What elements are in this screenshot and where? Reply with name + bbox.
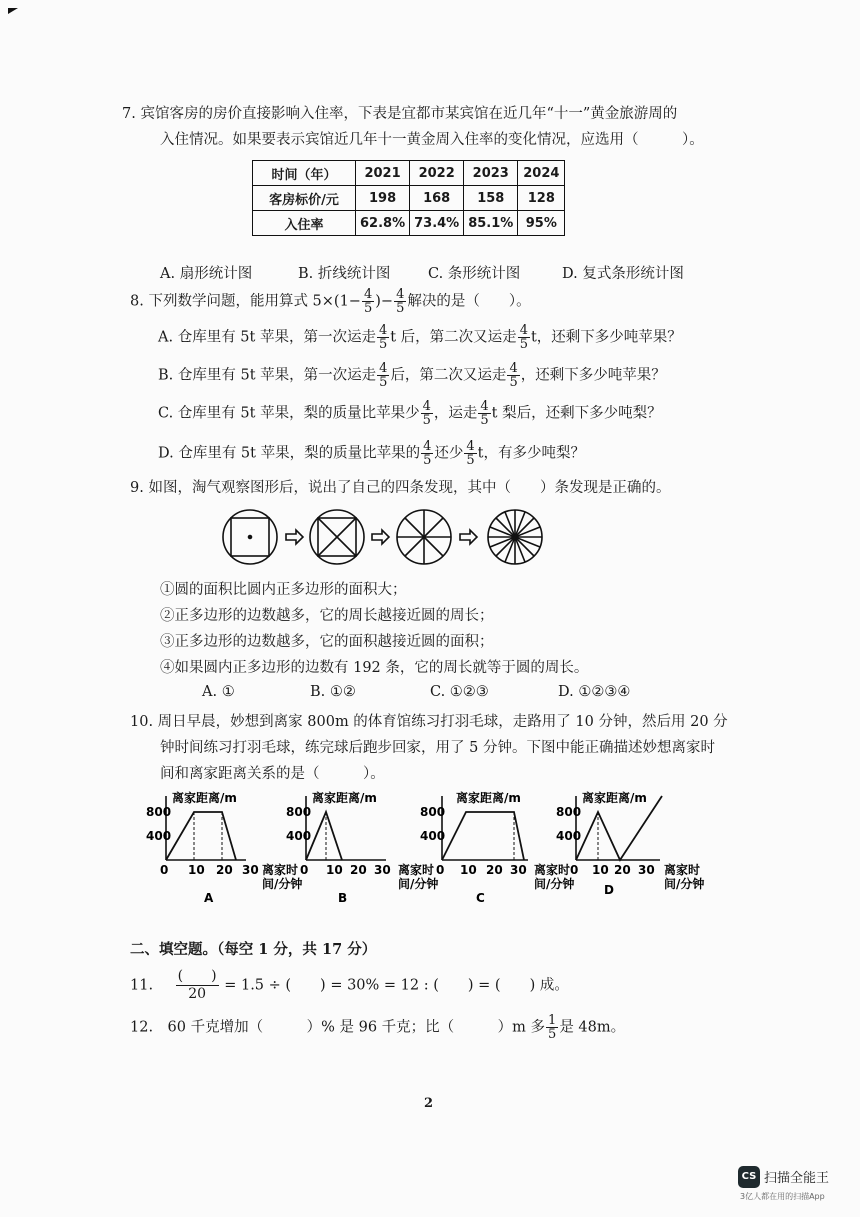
graph-a <box>146 790 309 910</box>
table-cell: 62.8% <box>356 211 410 236</box>
q7-line2: 入住情况。如果要表示宾馆近几年十一黄金周入住率的变化情况，应选用（ ）。 <box>160 132 704 148</box>
xtick-20: 20 <box>216 863 233 877</box>
table-cell: 158 <box>464 186 518 211</box>
table-cell: 85.1% <box>464 211 518 236</box>
xtick-30: 30 <box>374 863 391 877</box>
q8-stem <box>130 288 531 315</box>
table-row <box>253 186 565 211</box>
text: t 梨后，还剩下多少吨梨？ <box>491 405 662 422</box>
graph-label-b: B <box>338 891 348 905</box>
table-cell: 2021 <box>356 161 410 186</box>
frac-numerator: 1 <box>548 1013 557 1028</box>
cs-logo: CS <box>738 1166 760 1188</box>
arrow-right-icon <box>372 530 389 544</box>
q8-stem-b: )− <box>375 293 394 310</box>
x-axis-label-2: 间/分钟 <box>534 877 575 891</box>
q12 <box>130 1014 625 1041</box>
xtick-10: 10 <box>460 863 477 877</box>
q9-statement-4: ④如果圆内正多边形的边数有 192 条，它的周长就等于圆的周长。 <box>160 660 589 676</box>
q7-option-d: D. 复式条形统计图 <box>562 266 684 282</box>
frac-denominator: 5 <box>466 453 475 468</box>
frac-numerator: 4 <box>466 439 475 454</box>
arrow-right-icon <box>286 530 303 544</box>
q8-stem-c: 解决的是（ ）。 <box>407 293 531 310</box>
q8-option-c <box>158 400 662 427</box>
xtick-0: 0 <box>436 863 445 877</box>
table-cell: 2024 <box>518 161 565 186</box>
q12-b: 是 48m。 <box>559 1019 626 1036</box>
y-axis-label: 离家距离/m <box>312 791 377 805</box>
graph-b-line <box>306 812 342 860</box>
frac-numerator: 4 <box>480 399 489 414</box>
frac-denominator: 5 <box>423 453 432 468</box>
frac-numerator: 4 <box>363 287 373 302</box>
xtick-30: 30 <box>638 863 655 877</box>
table-header-row <box>253 161 565 186</box>
table-cell: 客房标价/元 <box>253 186 356 211</box>
y-axis-label: 离家距离/m <box>172 791 237 805</box>
xtick-10: 10 <box>188 863 205 877</box>
scanner-watermark <box>738 1166 850 1206</box>
corner-mark <box>8 8 18 14</box>
table-cell: 95% <box>518 211 565 236</box>
graph-label-d: D <box>604 883 614 897</box>
q7-option-c: C. 条形统计图 <box>428 266 521 282</box>
q9-statement-3: ③正多边形的边数越多，它的面积越接近圆的面积； <box>160 634 494 650</box>
q8-option-b <box>158 362 666 389</box>
q7-option-b: B. 折线统计图 <box>298 266 391 282</box>
q9-option-d: D. ①②③④ <box>558 684 631 700</box>
frac-numerator: 4 <box>378 323 388 338</box>
text: t，有多少吨梨？ <box>477 445 585 462</box>
frac-denominator: 5 <box>378 337 388 352</box>
ytick-800: 800 <box>556 805 582 819</box>
fraction <box>546 1014 558 1041</box>
frac-numerator: 4 <box>379 361 388 376</box>
graph-d-line <box>576 796 662 860</box>
x-axis-label: 离家时 <box>534 863 571 877</box>
fraction <box>421 440 433 467</box>
q8-option-a <box>158 324 682 351</box>
q11 <box>130 968 569 1003</box>
x-axis-label: 离家时 <box>664 863 701 877</box>
x-axis-label-2: 间/分钟 <box>262 877 303 891</box>
frac-denominator: 5 <box>548 1027 557 1042</box>
q10-line2: 钟时间练习打羽毛球，练完球后跑步回家，用了 5 分钟。下图中能正确描述妙想离家时 <box>160 740 715 756</box>
xtick-10: 10 <box>592 863 609 877</box>
circle-octagon-shape <box>310 510 364 564</box>
graph-label-c: C <box>476 891 485 905</box>
frac-denominator: 5 <box>519 337 528 352</box>
table-cell: 73.4% <box>410 211 464 236</box>
fraction <box>377 362 389 389</box>
watermark-brand: 扫描全能王 <box>764 1171 830 1186</box>
frac-numerator: ( ) <box>177 968 217 984</box>
arrow-right-icon <box>460 530 477 544</box>
q9-shapes-figure <box>220 504 560 570</box>
table-cell: 2023 <box>464 161 518 186</box>
q12-a: 12. 60 千克增加（ ）% 是 96 千克；比（ ）m 多 <box>130 1019 546 1036</box>
fraction <box>176 968 219 1003</box>
table-cell: 198 <box>356 186 410 211</box>
frac-denominator: 5 <box>379 375 388 390</box>
q7-line1: 7. 宾馆客房的房价直接影响入住率，下表是宜都市某宾馆在近几年“十一”黄金旅游周的 <box>122 106 678 122</box>
text: 后，第二次又运走 <box>390 367 507 384</box>
fraction <box>362 288 374 315</box>
q7-option-a: A. 扇形统计图 <box>160 266 253 282</box>
fraction <box>518 324 530 351</box>
q9-statement-1: ①圆的面积比圆内正多边形的面积大； <box>160 582 407 598</box>
text: ，运走 <box>433 405 478 422</box>
table-cell: 2022 <box>410 161 464 186</box>
frac-numerator: 4 <box>509 361 518 376</box>
table-cell: 时间（年） <box>253 161 356 186</box>
graph-c-axes <box>442 796 528 860</box>
graph-c-line <box>442 812 524 860</box>
frac-denominator: 5 <box>422 413 431 428</box>
text: t 后，第二次又运走 <box>390 329 517 346</box>
frac-numerator: 4 <box>423 439 432 454</box>
text: C. 仓库里有 5t 苹果，梨的质量比苹果少 <box>158 405 420 422</box>
xtick-0: 0 <box>160 863 169 877</box>
graph-d-svg <box>556 790 716 910</box>
circle-8-sectors-shape <box>397 510 451 564</box>
graph-a-line <box>166 812 236 860</box>
xtick-20: 20 <box>486 863 503 877</box>
q9-stem: 9. 如图，淘气观察图形后，说出了自己的四条发现，其中（ ）条发现是正确的。 <box>130 480 671 496</box>
fraction <box>478 400 490 427</box>
fraction <box>394 288 406 315</box>
table-cell: 入住率 <box>253 211 356 236</box>
frac-denominator: 5 <box>480 413 489 428</box>
xtick-30: 30 <box>510 863 527 877</box>
ytick-400: 400 <box>286 829 312 843</box>
circle-16-sectors-shape <box>488 510 542 564</box>
q8-option-d <box>158 440 585 467</box>
xtick-30: 30 <box>242 863 259 877</box>
q11-num: 11. <box>130 977 154 994</box>
ytick-800: 800 <box>286 805 312 819</box>
text: A. 仓库里有 5t 苹果，第一次运走 <box>158 329 376 346</box>
text: B. 仓库里有 5t 苹果，第一次运走 <box>158 367 377 384</box>
graph-label-a: A <box>204 891 214 905</box>
circle-square-shape <box>223 510 277 564</box>
frac-numerator: 4 <box>519 323 528 338</box>
frac-numerator: 4 <box>396 287 405 302</box>
fraction <box>464 440 476 467</box>
graph-d-axes <box>576 796 660 860</box>
frac-denominator: 5 <box>396 301 405 316</box>
graph-d <box>556 790 716 910</box>
text: 还少 <box>434 445 464 462</box>
q10-line3: 间和离家距离关系的是（ ）。 <box>160 766 385 782</box>
xtick-0: 0 <box>300 863 309 877</box>
text: ，还剩下多少吨苹果？ <box>520 367 666 384</box>
frac-numerator: 4 <box>422 399 431 414</box>
table-cell: 128 <box>518 186 565 211</box>
frac-denominator: 5 <box>363 301 373 316</box>
q9-option-b: B. ①② <box>310 684 356 700</box>
watermark-sub: 3亿人都在用的扫描App <box>740 1192 825 1201</box>
fraction <box>421 400 433 427</box>
q11-rest: = 1.5 ÷ ( ) = 30% = 12 : ( ) = ( ) 成。 <box>224 977 569 994</box>
x-axis-label-2: 间/分钟 <box>664 877 705 891</box>
q7-table <box>252 160 565 236</box>
q9-option-c: C. ①②③ <box>430 684 489 700</box>
frac-denominator: 5 <box>509 375 518 390</box>
ytick-400: 400 <box>556 829 582 843</box>
ytick-400: 400 <box>146 829 172 843</box>
ytick-800: 800 <box>420 805 446 819</box>
y-axis-label: 离家距离/m <box>582 791 647 805</box>
fraction <box>507 362 519 389</box>
section-2-title: 二、填空题。（每空 1 分，共 17 分） <box>130 941 377 958</box>
page-number: 2 <box>424 1096 434 1111</box>
fraction <box>377 324 389 351</box>
text: t，还剩下多少吨苹果？ <box>530 329 682 346</box>
xtick-20: 20 <box>350 863 367 877</box>
q9-option-a: A. ① <box>202 684 235 700</box>
frac-denominator: 20 <box>188 986 207 1002</box>
x-axis-label: 离家时 <box>398 863 435 877</box>
graph-b-axes <box>306 796 386 860</box>
xtick-0: 0 <box>570 863 579 877</box>
graph-a-svg <box>146 790 309 910</box>
x-axis-label: 离家时 <box>262 863 299 877</box>
q9-statement-2: ②正多边形的边数越多，它的周长越接近圆的周长； <box>160 608 494 624</box>
y-axis-label: 离家距离/m <box>456 791 521 805</box>
x-axis-label-2: 间/分钟 <box>398 877 439 891</box>
xtick-20: 20 <box>614 863 631 877</box>
q8-stem-a: 8. 下列数学问题，能用算式 5×(1− <box>130 293 361 310</box>
q10-line1: 10. 周日早晨，妙想到离家 800m 的体育馆练习打羽毛球，走路用了 10 分钟，然后用 20 分 <box>130 714 728 730</box>
ytick-400: 400 <box>420 829 446 843</box>
ytick-800: 800 <box>146 805 172 819</box>
text: D. 仓库里有 5t 苹果，梨的质量比苹果的 <box>158 445 421 462</box>
table-row <box>253 211 565 236</box>
xtick-10: 10 <box>326 863 343 877</box>
table-cell: 168 <box>410 186 464 211</box>
